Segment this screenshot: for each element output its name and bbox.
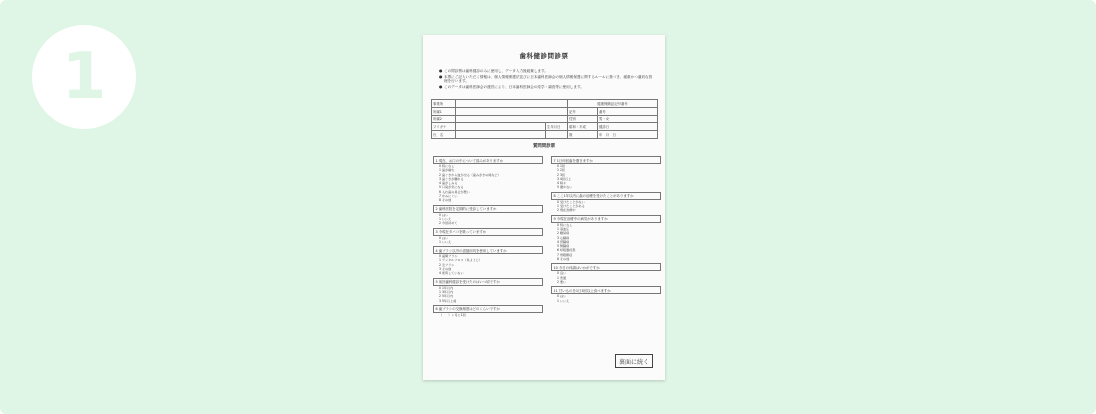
answer-option: 1 2回 xyxy=(557,168,566,173)
answer-option: 0 1回 xyxy=(557,164,566,168)
answer-option: 0 はい xyxy=(439,212,449,217)
form-field xyxy=(546,131,568,139)
form-label: 所属2 xyxy=(432,115,456,123)
note-item xyxy=(439,85,653,90)
answer-option: 1 歯が痛む xyxy=(439,168,455,173)
left-question-column xyxy=(433,154,543,317)
answer-option: 1 デンタルフロス（糸ようじ） xyxy=(439,258,482,263)
form-label: 記号 xyxy=(568,107,598,115)
form-field xyxy=(456,100,568,108)
answer-option: 1 いいえ xyxy=(439,216,452,221)
bullet-icon: ● xyxy=(439,68,443,73)
question-label: 9 今現在治療中の病気がありますか xyxy=(551,215,661,223)
form-label: 事業所 xyxy=(432,100,456,108)
question-label: 1 現在、お口の中について悩みがありますか xyxy=(433,156,543,164)
form-label: フリガナ xyxy=(432,123,456,131)
answer-option: 8 その他 xyxy=(557,257,570,262)
question-label: 3 今現在タバコを吸っていますか xyxy=(433,228,543,236)
answer-option: 3 その他 xyxy=(439,267,452,272)
form-value: 年 月 日 xyxy=(598,131,658,139)
answer-option: 0 良い xyxy=(557,271,567,276)
right-question-column xyxy=(551,154,661,303)
bullet-icon: ● xyxy=(439,83,443,89)
form-field xyxy=(456,131,546,139)
bullet-icon: ● xyxy=(439,73,443,79)
answer-option: 0 受けたことがない xyxy=(557,199,585,204)
answer-option: 4 時々 xyxy=(557,181,567,186)
answer-option: 4 肝臓病 xyxy=(557,239,570,244)
answer-option: 0 はい xyxy=(557,294,567,299)
answer-option: 2 現在治療中 xyxy=(557,208,576,213)
question-label: 4 歯ブラシ以外の清掃用具を使用していますか xyxy=(433,246,543,254)
form-field xyxy=(456,107,568,115)
question-label: 6 歯ブラシの交換頻度はどのくらいですか xyxy=(433,305,543,313)
note-text: このデータは歯科医師会の運営により、日本歯科医師会の疫学・調査等に使用します。 xyxy=(444,84,584,89)
section-title: 質問問診票 xyxy=(533,144,555,149)
form-label: 氏 名 xyxy=(432,131,456,139)
notes-list xyxy=(439,69,653,90)
form-label: 所属1 xyxy=(432,107,456,115)
step-number: 1 xyxy=(61,40,107,114)
answer-option: 0 特になし xyxy=(439,164,455,168)
answer-option: 2 舌ブラシ xyxy=(439,262,455,267)
answer-option: 2 今回初めて xyxy=(439,221,458,226)
answer-option: 2 歯ぐきから血が出る（歯みがきの時など） xyxy=(439,172,501,177)
answer-option: 4 歯がしみる xyxy=(439,181,458,186)
answer-option: 7 かみにくい xyxy=(439,194,458,199)
form-value: 昭和・平成 xyxy=(568,123,598,131)
answer-option: 3 4回以上 xyxy=(557,176,572,181)
note-item xyxy=(439,75,653,84)
answer-option: 2 悪い xyxy=(557,279,567,284)
form-value: 歳 xyxy=(568,131,598,139)
form-field xyxy=(456,115,568,123)
answer-option: 0 はい xyxy=(439,235,449,240)
form-label: 性別 xyxy=(568,115,598,123)
answer-option: 0 1年以内 xyxy=(439,285,454,290)
answer-option: 1 受けたことがある xyxy=(557,204,585,209)
question-label: 10 今日の体調はいかがですか xyxy=(551,263,661,271)
form-value: 男・女 xyxy=(598,115,658,123)
question-label: 11 甘いものを1日3回以上食べますか xyxy=(551,286,661,294)
answer-option: 5 口臭が気になる xyxy=(439,185,464,190)
question-label: 2 歯科医院を定期的に受診していますか xyxy=(433,205,543,213)
answer-option: 0 歯間ブラシ xyxy=(439,254,458,259)
answer-option: 3 心臓病 xyxy=(557,235,570,240)
personal-info-form xyxy=(431,99,658,139)
answer-option: 2 3回 xyxy=(557,172,566,177)
questionnaire-document xyxy=(423,35,665,380)
answer-option: （ ）ヶ月に1回 xyxy=(439,312,466,317)
note-item xyxy=(439,69,653,74)
answer-option: 3 歯ぐきが腫れる xyxy=(439,176,464,181)
answer-option: 2 5年以内 xyxy=(439,294,454,299)
answer-option: 1 いいえ xyxy=(557,298,570,303)
answer-option: 0 特になし xyxy=(557,222,573,227)
step-number-badge xyxy=(32,25,136,129)
answer-option: 1 3年以内 xyxy=(439,289,454,294)
answer-option: 5 磨かない xyxy=(557,185,573,190)
form-label: 健診日 xyxy=(598,123,658,131)
continue-on-back-label: 裏面に続く xyxy=(615,354,653,368)
note-text: 本票にご記入いただく情報は、個人情報保護法並びに日本歯科医師会の個人情報保護に関するルールに基づき、厳重かつ適切な管理を行います。 xyxy=(444,74,653,84)
form-field xyxy=(456,123,546,131)
form-label: 健康保険証記号番号 xyxy=(568,100,658,108)
answer-option: 1 いいえ xyxy=(439,239,452,244)
question-label: 5 前回歯科健診を受けたのはいつ頃ですか xyxy=(433,278,543,286)
answer-option: 6 呼吸器疾患 xyxy=(557,248,576,253)
answer-option: 7 骨粗鬆症 xyxy=(557,252,573,257)
answer-option: 6 入れ歯の具合が悪い xyxy=(439,189,470,194)
answer-option: 2 糖尿病 xyxy=(557,231,570,236)
note-text: この問診票は歯科健診のみに使用し、データ入力後破棄します。 xyxy=(444,69,548,73)
form-label: 番号 xyxy=(598,107,658,115)
answer-option: 1 普通 xyxy=(557,275,567,280)
document-title: 歯科健診問診票 xyxy=(519,52,569,60)
question-label: 7 1日何回歯を磨きますか xyxy=(551,156,661,164)
question-label: 8 ここ1年以内に歯の治療を受けたことがありますか xyxy=(551,192,661,200)
answer-option: 4 使用していない xyxy=(439,271,464,276)
form-label: 生年月日 xyxy=(546,123,568,131)
answer-option: 1 高血圧 xyxy=(557,226,570,231)
answer-option: 8 その他 xyxy=(439,198,452,203)
answer-option: 5 腎臓病 xyxy=(557,244,570,249)
answer-option: 3 5年以上前 xyxy=(439,298,457,303)
